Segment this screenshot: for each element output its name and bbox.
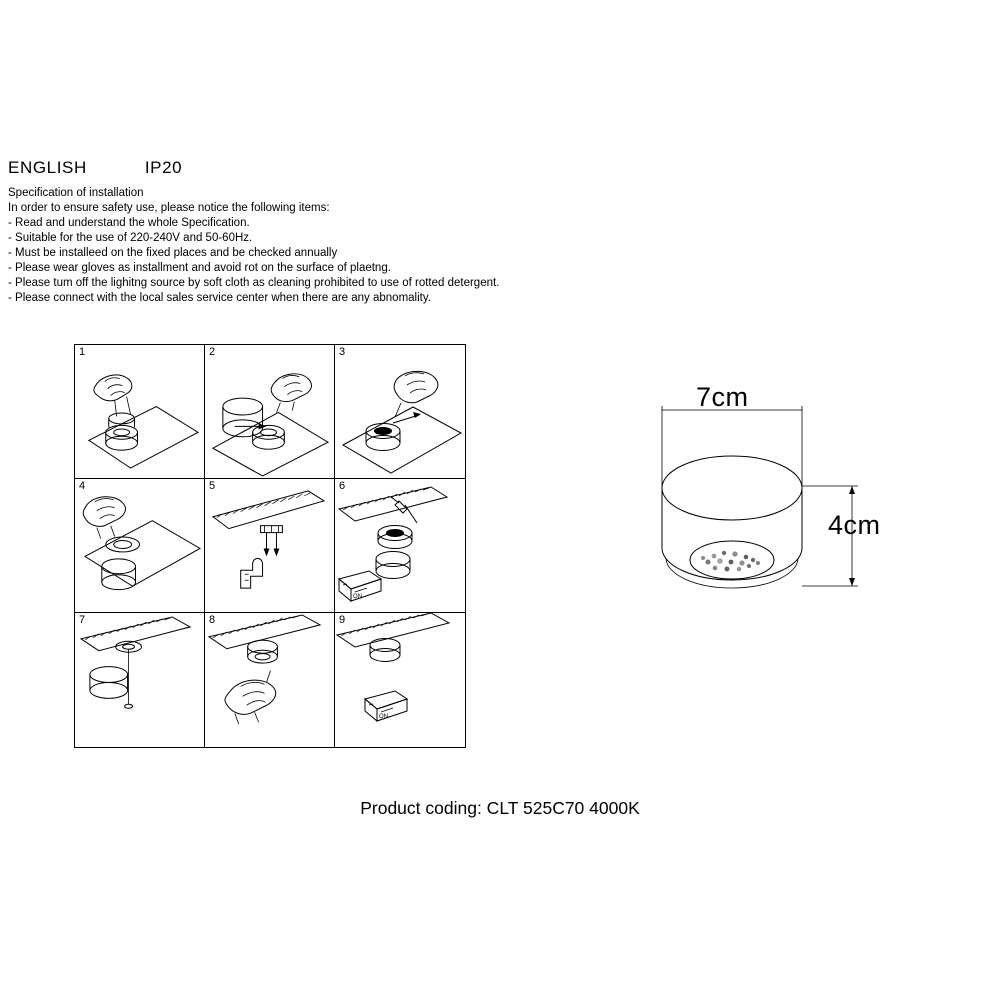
step-number: 3 [339, 346, 346, 358]
ip-rating-label: IP20 [144, 158, 183, 177]
step-number: 9 [339, 614, 346, 626]
height-dimension-label: 4cm [828, 510, 881, 540]
step-number: 4 [79, 480, 86, 492]
step-6-illustration [335, 479, 465, 613]
svg-text:ON: ON [379, 714, 388, 720]
step-2-illustration [205, 345, 334, 478]
spec-item: - Please tum off the lighitng source by soft cloth as cleaning prohibited to use of rotted detergent. [8, 277, 500, 289]
installation-step-cell [75, 345, 205, 479]
specification-header [8, 158, 628, 304]
installation-step-cell [335, 345, 465, 479]
installation-step-cell [205, 479, 335, 613]
svg-text:ON: ON [353, 594, 362, 600]
step-number: 1 [79, 346, 86, 358]
step-number: 6 [339, 480, 346, 492]
installation-step-cell [335, 479, 465, 613]
step-4-illustration [75, 479, 204, 612]
step-number: 5 [209, 480, 216, 492]
step-3-illustration [335, 345, 465, 479]
step-9-illustration [335, 613, 465, 747]
installation-steps-grid [74, 344, 466, 748]
spec-item: - Read and understand the whole Specification. [8, 217, 250, 229]
step-1-illustration [75, 345, 204, 478]
language-label: ENGLISH [8, 158, 87, 177]
installation-step-cell [75, 479, 205, 613]
installation-step-cell [205, 345, 335, 479]
step-7-illustration [75, 613, 204, 746]
product-coding-text: Product coding: CLT 525C70 4000K [360, 798, 640, 818]
spec-intro: In order to ensure safety use, please notice the following items: [8, 202, 330, 214]
step-number: 2 [209, 346, 216, 358]
spec-item: - Please connect with the local sales service center when there are any abnomality. [8, 292, 431, 304]
spec-title: Specification of installation [8, 187, 144, 199]
step-number: 7 [79, 614, 86, 626]
spec-item: - Please wear gloves as installment and avoid rot on the surface of plaetng. [8, 262, 391, 274]
installation-step-cell [335, 613, 465, 747]
spec-item: - Must be installeed on the fixed places and be checked annually [8, 247, 338, 259]
product-dimension-drawing [630, 382, 920, 630]
step-number: 8 [209, 614, 216, 626]
width-dimension-label: 7cm [696, 382, 749, 412]
step-8-illustration [205, 613, 334, 746]
installation-step-cell [205, 613, 335, 747]
language-row [8, 158, 628, 178]
installation-step-cell [75, 613, 205, 747]
spec-item: - Suitable for the use of 220-240V and 50-60Hz. [8, 232, 253, 244]
step-5-illustration [205, 479, 334, 612]
